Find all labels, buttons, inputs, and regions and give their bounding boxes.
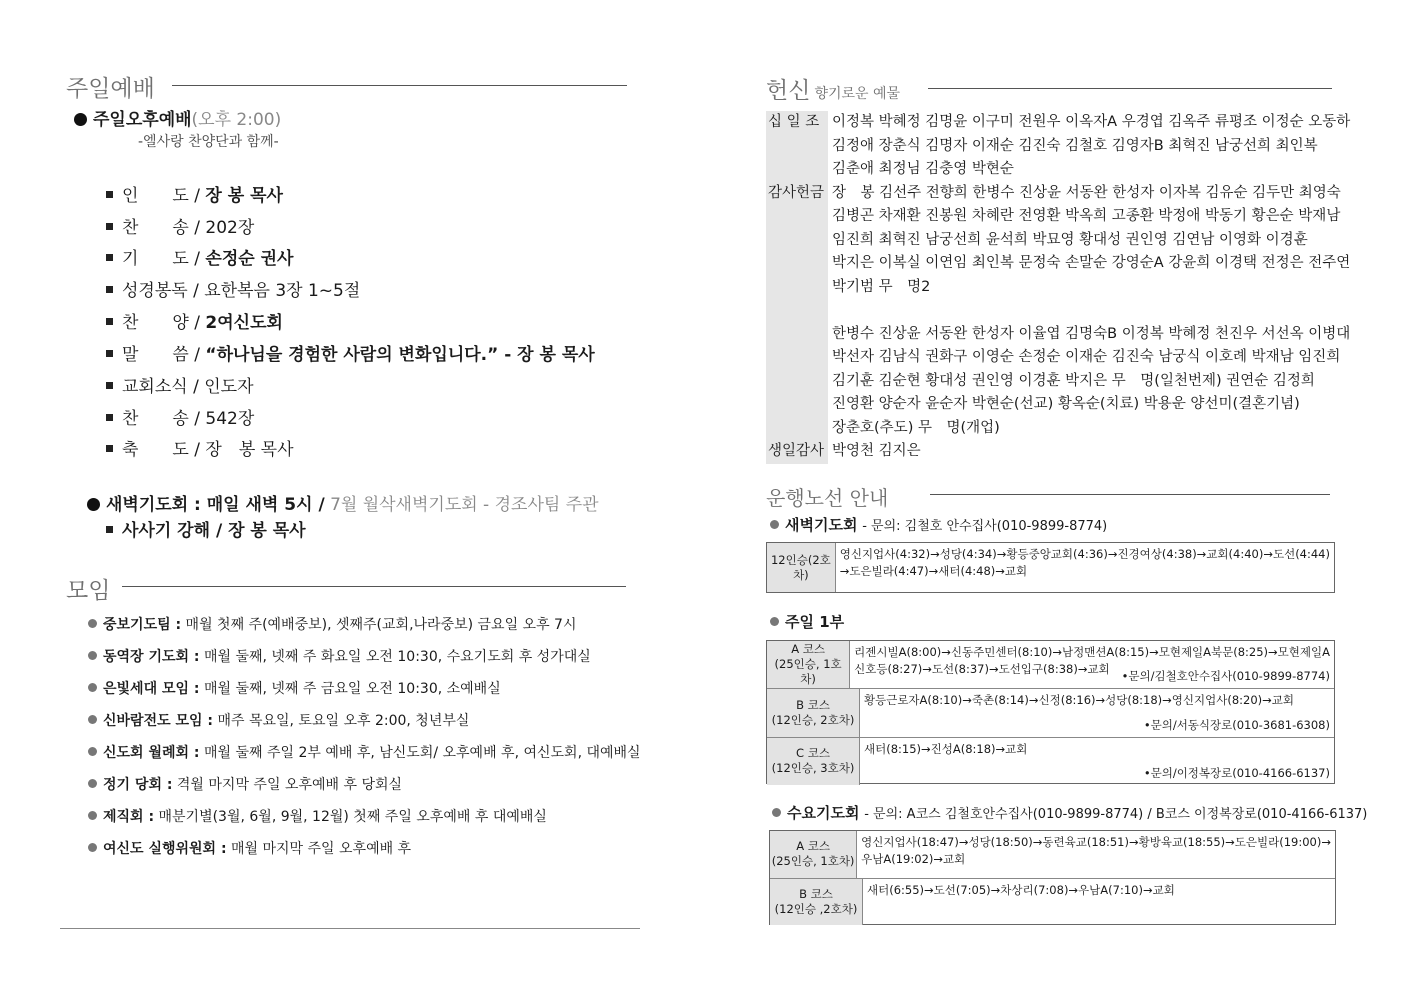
square-bullet-icon xyxy=(106,382,113,389)
program-item xyxy=(106,181,283,206)
bullet-dot-icon xyxy=(772,808,781,817)
route-label-line: A 코스 xyxy=(791,642,825,657)
route-row-label xyxy=(770,879,863,926)
route-label-line: (25인승, 1호차) xyxy=(774,657,842,687)
route-label-line: C 코스 xyxy=(796,746,830,761)
route-stop-line: 우남A(19:02)→교회 xyxy=(861,852,966,866)
square-bullet-icon xyxy=(106,318,113,325)
offering-name-line: 박선자 김남식 권화구 이영순 손정순 이재순 김진숙 남궁식 이호례 박재남 임진희 xyxy=(832,349,1341,365)
program-item xyxy=(106,276,360,301)
meeting-item-key: 은빛세대 모임 : xyxy=(103,681,200,697)
program-item-key: 교회소식 xyxy=(122,377,188,397)
route-row xyxy=(767,641,1334,689)
offering-row-label: 십 일 조 xyxy=(766,111,828,182)
route-label-line: A 코스 xyxy=(796,839,830,854)
route-row-label xyxy=(767,543,836,592)
route-stop-line: 새터(8:15)→진성A(8:18)→교회 xyxy=(864,741,1028,756)
bullet-dot-icon xyxy=(88,683,97,692)
program-item-key: 찬 송 xyxy=(122,409,189,429)
bullet-dot-icon xyxy=(88,619,97,628)
bullet-dot-icon xyxy=(87,498,100,511)
bullet-dot-icon xyxy=(88,779,97,788)
route-stop-line: →도은빌라(4:47)→새터(4:48)→교회 xyxy=(839,564,1028,578)
bullet-dot-icon xyxy=(88,747,97,756)
route-label-line: B 코스 xyxy=(796,697,830,712)
offering-subtitle: 향기로운 예물 xyxy=(814,86,901,102)
program-item-key: 성경봉독 xyxy=(122,281,188,301)
program-item-value: 장 봉 목사 xyxy=(205,440,294,460)
program-item-key: 기 도 xyxy=(122,249,189,269)
offering-name-line: 임진희 최혁진 남궁선희 윤석희 박묘영 황대성 권인영 김연남 이영화 이경훈 xyxy=(832,231,1308,248)
routes-section-title: 운행노선 안내 xyxy=(766,486,889,510)
afternoon-service-heading xyxy=(74,105,281,130)
program-item xyxy=(106,308,283,333)
program-item-value: “하나님을 경험한 사람의 변화입니다.” - 장 봉 목사 xyxy=(205,345,595,365)
square-bullet-icon xyxy=(106,191,113,198)
offering-name-line: 김춘애 최정님 김충영 박현순 xyxy=(832,161,1014,177)
route-label-line: (12인승, 3호차) xyxy=(771,761,855,776)
worship-title-rule xyxy=(172,85,627,86)
bullet-dot-icon xyxy=(88,651,97,660)
meetings-section-title: 모임 xyxy=(66,578,111,604)
offering-table xyxy=(766,111,1350,464)
dawn-route-contact: - 문의: 김철호 안수집사(010-9899-8774) xyxy=(862,519,1108,534)
route-stop-line: 리젠시빌A(8:00)→신동주민센터(8:10)→남정맨션A(8:15)→모현제일A북문(8:25)→모현제일A xyxy=(854,645,1330,659)
meeting-item-key: 여신도 실행위원회 : xyxy=(103,841,227,857)
route-row-label xyxy=(770,831,857,878)
program-item-sep: / xyxy=(188,186,206,206)
wednesday-route-label: 수요기도회 xyxy=(787,804,860,822)
route-row-stops xyxy=(857,831,1335,878)
offering-section-title xyxy=(766,72,900,105)
offering-title-rule xyxy=(928,88,1332,89)
offering-row-names xyxy=(828,111,1350,182)
program-item-sep: / xyxy=(188,345,206,365)
program-item-value: 손정순 권사 xyxy=(205,249,294,269)
offering-name-line: 한병수 진상윤 서동완 한성자 이율엽 김명숙B 이정복 박혜정 천진우 서선옥 이병대 xyxy=(832,325,1351,342)
route-row xyxy=(767,689,1334,737)
afternoon-service-label: 주일오후예배 xyxy=(93,110,192,130)
meeting-item xyxy=(88,646,591,666)
program-item-key: 찬 송 xyxy=(122,218,189,238)
route-row-label xyxy=(767,738,860,785)
offering-name-line: 박지은 이복실 이연임 최인복 문정숙 손말순 강영순A 강윤희 이경택 전정은 전주연 xyxy=(832,255,1351,271)
meeting-item-key: 신바람전도 모임 : xyxy=(103,713,214,729)
route-stop-line: 황등근로자A(8:10)→죽촌(8:14)→신정(8:16)→성당(8:18)→영신지업사(8:20)→교회 xyxy=(864,693,1294,708)
offering-name-line: 김정애 장춘식 김명자 이재순 김진숙 김철호 김영자B 최혁진 남궁선희 최인복 xyxy=(832,137,1318,154)
route-row xyxy=(770,879,1335,926)
offering-row-names xyxy=(828,182,1350,441)
bullet-dot-icon xyxy=(770,617,779,626)
dawn-prayer-sub xyxy=(106,516,306,541)
program-item xyxy=(106,244,293,269)
offering-row-names xyxy=(828,440,921,464)
program-item-sep: / xyxy=(188,249,206,269)
program-item-sep: / xyxy=(188,409,206,429)
meeting-item xyxy=(88,806,547,826)
wednesday-route-table xyxy=(769,830,1336,925)
program-item-sep: / xyxy=(188,313,206,333)
route-label-line: B 코스 xyxy=(799,886,833,901)
program-item-value: 2여신도회 xyxy=(205,313,283,333)
offering-name-line: 이정복 박혜정 김명윤 이구미 전원우 이옥자A 우경엽 김옥주 류평조 이정순 오동하 xyxy=(832,114,1351,130)
program-item-sep: / xyxy=(188,440,206,460)
program-item-sep: / xyxy=(187,281,205,301)
sunday-route-heading xyxy=(770,611,844,632)
meeting-item xyxy=(88,774,402,794)
meeting-item xyxy=(88,838,411,858)
route-contact: •문의/이정복장로(010-4166-6137) xyxy=(1143,765,1330,780)
meeting-item-key: 동역장 기도회 : xyxy=(103,649,200,665)
meetings-title-rule xyxy=(122,586,626,587)
program-item xyxy=(106,435,294,460)
dawn-prayer-detail: 7월 월삭새벽기도회 - 경조사팀 주관 xyxy=(330,495,599,515)
route-row xyxy=(767,543,1334,592)
route-row-stops xyxy=(836,543,1334,592)
program-item-value: 장 봉 목사 xyxy=(205,186,283,206)
program-item-value: 542장 xyxy=(205,409,255,429)
offering-name-line: 장 봉 김선주 전향희 한병수 진상윤 서동완 한성자 이자복 김유순 김두만 최영숙 xyxy=(832,184,1341,201)
dawn-route-table xyxy=(766,542,1335,593)
meeting-item-value: 격월 마지막 주일 오후예배 후 당회실 xyxy=(172,777,403,793)
meeting-item-value: 매월 마지막 주일 오후예배 후 xyxy=(226,841,412,857)
route-label-line: 12인승(2호차) xyxy=(770,552,831,582)
program-item-value: 요한복음 3장 1~5절 xyxy=(204,281,361,301)
program-item xyxy=(106,372,254,397)
bullet-dot-icon xyxy=(88,715,97,724)
dawn-prayer-label: 새벽기도회 : 매일 새벽 5시 / xyxy=(106,495,325,515)
worship-section-title: 주일예배 xyxy=(66,76,155,102)
program-item-sep: / xyxy=(188,218,206,238)
offering-name-line: 장춘호(추도) 무 명(개업) xyxy=(832,419,1000,436)
offering-row-label: 감사헌금 xyxy=(766,182,828,441)
meeting-item-value: 매주 목요일, 토요일 오후 2:00, 청년부실 xyxy=(213,713,470,729)
sunday-route-table xyxy=(766,640,1335,784)
route-stop-line: 영신지업사(4:32)→성당(4:34)→황등중앙교회(4:36)→진경여상(4:38)→교회(4:40)→도선(4:44) xyxy=(839,547,1330,561)
offering-name-line: 김병곤 차재환 진봉원 차혜란 전영환 박옥희 고종환 박정애 박동기 황은순 박재남 xyxy=(832,208,1341,224)
route-label-line: (12인승 ,2호차) xyxy=(774,901,858,916)
dawn-route-heading xyxy=(770,514,1107,535)
offering-name-line xyxy=(832,299,1350,323)
meeting-item xyxy=(88,742,641,762)
route-stop-line: 영신지업사(18:47)→성당(18:50)→동련육교(18:51)→황방육교(18:55)→도은빌라(19:00)→ xyxy=(861,835,1331,849)
meeting-item-value: 매분기별(3월, 6월, 9월, 12월) 첫째 주일 오후예배 후 대예배실 xyxy=(154,809,547,825)
square-bullet-icon xyxy=(106,445,113,452)
program-item xyxy=(106,404,254,429)
route-label-line: (12인승, 2호차) xyxy=(771,712,855,727)
offering-row-label: 생일감사 xyxy=(766,440,828,464)
program-item-sep: / xyxy=(187,377,205,397)
program-item xyxy=(106,340,595,365)
route-stop-line: 신호등(8:27)→도선(8:37)→도선입구(8:38)→교회 xyxy=(854,662,1110,676)
meeting-item-key: 중보기도팀 : xyxy=(103,617,182,633)
afternoon-service-time: (오후 2:00) xyxy=(191,110,282,130)
route-row xyxy=(767,738,1334,785)
route-row-stops xyxy=(860,738,1334,785)
meeting-item-key: 제직회 : xyxy=(103,809,155,825)
offering-row xyxy=(766,182,1350,441)
route-row-label xyxy=(767,641,850,688)
meeting-item xyxy=(88,678,501,698)
meeting-item-value: 매월 둘째, 넷째 주 화요일 오전 10:30, 수요기도회 후 성가대실 xyxy=(199,649,591,665)
route-row-stops xyxy=(863,879,1335,926)
program-item-key: 축 도 xyxy=(122,440,189,460)
route-stop-line: 새터(6:55)→도선(7:05)→차상리(7:08)→우남A(7:10)→교회 xyxy=(867,882,1175,897)
route-row-label xyxy=(767,689,860,736)
route-row xyxy=(770,831,1335,879)
program-item-key: 찬 양 xyxy=(122,313,189,333)
square-bullet-icon xyxy=(106,526,113,533)
sunday-route-label: 주일 1부 xyxy=(785,613,845,631)
bullet-dot-icon xyxy=(74,113,87,126)
route-contact: •문의/서동식장로(010-3681-6308) xyxy=(1143,717,1330,732)
meeting-item-key: 신도회 월례회 : xyxy=(103,745,200,761)
meeting-item-value: 매월 둘째, 넷째 주 금요일 오전 10:30, 소예배실 xyxy=(199,681,501,697)
route-contact: •문의/김철호안수집사(010-9899-8774) xyxy=(1121,669,1330,684)
dawn-prayer-heading xyxy=(87,490,599,515)
square-bullet-icon xyxy=(106,350,113,357)
offering-title: 헌신 xyxy=(766,78,811,104)
offering-row xyxy=(766,111,1350,182)
meeting-item-value: 매월 첫째 주(예배중보), 셋째주(교회,나라중보) 금요일 오후 7시 xyxy=(181,617,577,633)
program-item-value: 202장 xyxy=(205,218,255,238)
offering-name-line: 박영천 김지은 xyxy=(832,443,921,459)
program-item-value: 인도자 xyxy=(204,377,254,397)
square-bullet-icon xyxy=(106,414,113,421)
meeting-item-value: 매월 둘째 주일 2부 예배 후, 남신도회/ 오후예배 후, 여신도회, 대예배실 xyxy=(199,745,641,761)
bullet-dot-icon xyxy=(88,843,97,852)
bullet-dot-icon xyxy=(88,811,97,820)
route-label-line: (25인승, 1호차) xyxy=(771,854,855,869)
offering-name-line: 김기훈 김순현 황대성 권인영 이경훈 박지은 무 명(일천번제) 권연순 김정희 xyxy=(832,372,1315,389)
routes-title-rule xyxy=(930,494,1330,495)
afternoon-service-note: -엘사랑 찬양단과 함께- xyxy=(138,134,279,150)
square-bullet-icon xyxy=(106,286,113,293)
offering-name-line: 박기범 무 명2 xyxy=(832,278,931,295)
meeting-item xyxy=(88,710,469,730)
program-item xyxy=(106,213,254,238)
square-bullet-icon xyxy=(106,254,113,261)
dawn-route-label: 새벽기도회 xyxy=(785,516,858,534)
offering-name-line: 진영환 양순자 윤순자 박현순(선교) 황옥순(치료) 박용운 양선미(결혼기념) xyxy=(832,396,1300,412)
left-page-bottom-rule xyxy=(60,928,640,929)
program-item-key: 인 도 xyxy=(122,186,189,206)
route-row-stops xyxy=(860,689,1334,736)
route-row-stops xyxy=(850,641,1334,688)
meeting-item xyxy=(88,614,576,634)
dawn-prayer-sub-text: 사사기 강해 / 장 봉 목사 xyxy=(122,521,306,541)
program-item-key: 말 씀 xyxy=(122,345,189,365)
wednesday-route-heading xyxy=(772,802,1367,823)
bullet-dot-icon xyxy=(770,520,779,529)
offering-row xyxy=(766,440,1350,464)
meeting-item-key: 정기 당회 : xyxy=(103,777,173,793)
square-bullet-icon xyxy=(106,223,113,230)
wednesday-route-contact: - 문의: A코스 김철호안수집사(010-9899-8774) / B코스 이정복장로(010-4166-6137) xyxy=(864,807,1368,822)
